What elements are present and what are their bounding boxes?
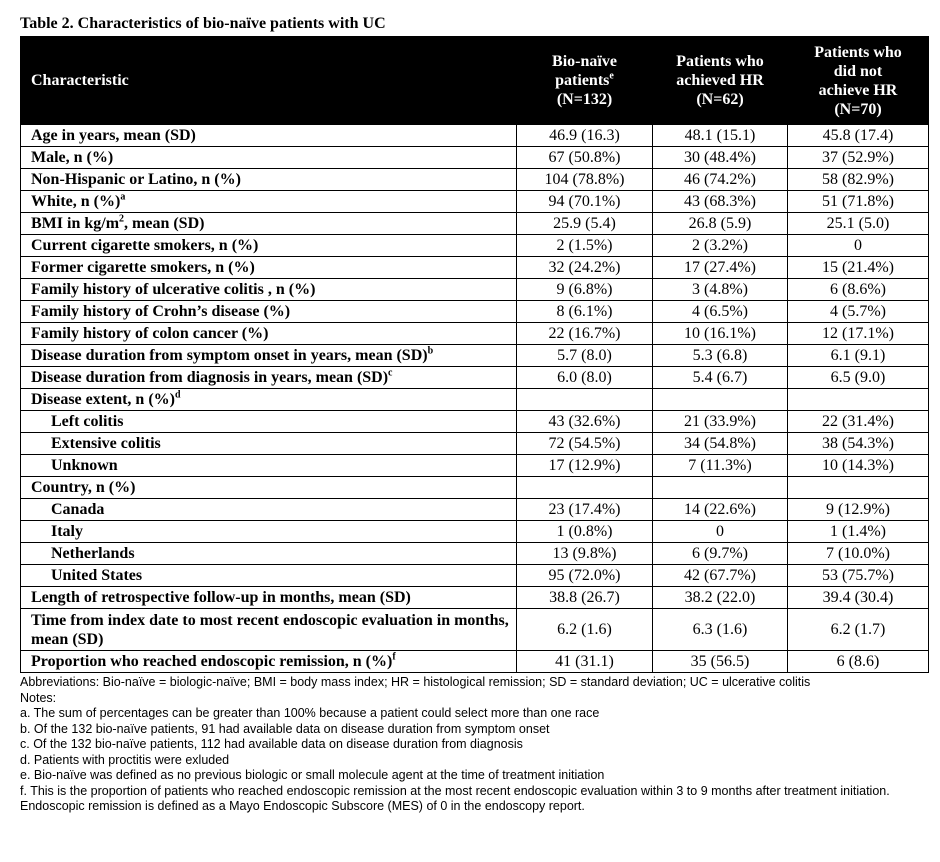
table-header-row — [21, 37, 929, 125]
cell-value: 12 (17.1%) — [788, 323, 929, 345]
cell-value: 25.1 (5.0) — [788, 213, 929, 235]
row-label: BMI in $kg/m^2$, mean (SD) — [21, 213, 517, 235]
notes-heading: Notes: — [20, 690, 57, 705]
table-row — [21, 587, 929, 609]
table-row — [21, 477, 929, 499]
table-notes — [20, 675, 890, 815]
cell-value: 10 (16.1%) — [653, 323, 788, 345]
cell-value: 43 (32.6%) — [517, 411, 653, 433]
table-row — [21, 389, 929, 411]
cell-value: 5.4 (6.7) — [653, 367, 788, 389]
cell-value: 6 (9.7%) — [653, 543, 788, 565]
table-row — [21, 411, 929, 433]
cell-value — [517, 389, 653, 411]
cell-value: 30 (48.4%) — [653, 147, 788, 169]
cell-value: 32 (24.2%) — [517, 257, 653, 279]
cell-value: 1 (0.8%) — [517, 521, 653, 543]
row-label: Former cigarette smokers, n (%) — [21, 257, 517, 279]
header-achieved-hr-line1: Patients who — [676, 53, 764, 70]
cell-value: 46.9 (16.3) — [517, 125, 653, 147]
cell-value: 7 (11.3%) — [653, 455, 788, 477]
cell-value: 35 (56.5) — [653, 651, 788, 673]
table-row — [21, 125, 929, 147]
cell-value — [788, 477, 929, 499]
table-title: Table 2. Characteristics of bio-naïve patients with UC — [20, 15, 386, 32]
header-characteristic: Characteristic — [21, 37, 517, 125]
row-label: Family history of Crohn’s disease (%) — [21, 301, 517, 323]
cell-value: 9 (6.8%) — [517, 279, 653, 301]
header-bio-naive — [517, 37, 653, 125]
table-row — [21, 191, 929, 213]
cell-value: 3 (4.8%) — [653, 279, 788, 301]
cell-value: 6 (8.6) — [788, 651, 929, 673]
note-item: a. The sum of percentages can be greater than 100% because a patient could select more than one race — [20, 706, 600, 720]
cell-value: 39.4 (30.4) — [788, 587, 929, 609]
table-row — [21, 257, 929, 279]
cell-value: 6.2 (1.7) — [788, 609, 929, 651]
cell-value: 94 (70.1%) — [517, 191, 653, 213]
cell-value: 41 (31.1) — [517, 651, 653, 673]
cell-value: 6 (8.6%) — [788, 279, 929, 301]
cell-value: 13 (9.8%) — [517, 543, 653, 565]
table-row — [21, 323, 929, 345]
table-row — [21, 345, 929, 367]
cell-value: 9 (12.9%) — [788, 499, 929, 521]
cell-value: 5.3 (6.8) — [653, 345, 788, 367]
cell-value: 2 (1.5%) — [517, 235, 653, 257]
cell-value: 38.8 (26.7) — [517, 587, 653, 609]
cell-value: 22 (31.4%) — [788, 411, 929, 433]
cell-value — [653, 389, 788, 411]
header-not-achieve-hr-line2: did not — [833, 62, 883, 80]
cell-value: 21 (33.9%) — [653, 411, 788, 433]
footnote-marker: f — [392, 651, 396, 663]
cell-value: 72 (54.5%) — [517, 433, 653, 455]
row-label: Left colitis — [21, 411, 517, 433]
table-row — [21, 169, 929, 191]
cell-value: 23 (17.4%) — [517, 499, 653, 521]
row-label: Canada — [21, 499, 517, 521]
cell-value: 67 (50.8%) — [517, 147, 653, 169]
characteristics-table — [20, 36, 929, 673]
cell-value: 4 (5.7%) — [788, 301, 929, 323]
cell-value: 51 (71.8%) — [788, 191, 929, 213]
cell-value: 38.2 (22.0) — [653, 587, 788, 609]
cell-value: 0 — [653, 521, 788, 543]
note-item: b. Of the 132 bio-naïve patients, 91 had available data on disease duration from symptom onset — [20, 721, 550, 736]
row-label: Length of retrospective follow-up in months, mean (SD) — [21, 587, 517, 609]
cell-value: 4 (6.5%) — [653, 301, 788, 323]
cell-value: 6.3 (1.6) — [653, 609, 788, 651]
table-row — [21, 367, 929, 389]
cell-value: 58 (82.9%) — [788, 169, 929, 191]
header-achieved-hr-line2: achieved HR — [676, 72, 764, 89]
header-bio-naive-line2: patients — [555, 72, 610, 89]
row-label: Country, n (%) — [21, 477, 517, 499]
cell-value: 14 (22.6%) — [653, 499, 788, 521]
note-item: d. Patients with proctitis were exluded — [20, 752, 230, 767]
cell-value: 22 (16.7%) — [517, 323, 653, 345]
note-item: c. Of the 132 bio-naïve patients, 112 had available data on disease duration from diagnosis — [20, 737, 523, 751]
row-label: Disease extent, n (%)$^d$ — [21, 389, 517, 411]
table-row — [21, 213, 929, 235]
row-label: Disease duration from diagnosis in years, mean (SD)$^c$ — [21, 367, 517, 389]
row-label: Family history of ulcerative colitis , n (%) — [21, 279, 517, 301]
row-label: Time from index date to most recent endoscopic evaluation in months, mean (SD) — [21, 609, 517, 651]
cell-value: 10 (14.3%) — [788, 455, 929, 477]
table-row — [21, 279, 929, 301]
row-label: Male, n (%) — [21, 147, 517, 169]
cell-value — [653, 477, 788, 499]
footnote-marker: d — [174, 389, 181, 401]
row-label: Extensive colitis — [21, 433, 517, 455]
cell-value: 38 (54.3%) — [788, 433, 929, 455]
header-not-achieve-hr-line4: (N=70) — [834, 100, 882, 118]
cell-value: 43 (68.3%) — [653, 191, 788, 213]
row-label: Unknown — [21, 455, 517, 477]
cell-value: 17 (12.9%) — [517, 455, 653, 477]
row-label: White, n (%)$^a$ — [21, 191, 517, 213]
row-label: Age in years, mean (SD) — [21, 125, 517, 147]
table-row — [21, 543, 929, 565]
cell-value — [517, 477, 653, 499]
header-not-achieve-hr — [788, 37, 929, 125]
table-row — [21, 609, 929, 651]
header-achieved-hr-line3: (N=62) — [696, 91, 744, 108]
note-item: e. Bio-naïve was defined as no previous biologic or small molecule agent at the time of treatment initiation — [20, 768, 605, 782]
cell-value: 6.5 (9.0) — [788, 367, 929, 389]
cell-value: 45.8 (17.4) — [788, 125, 929, 147]
header-not-achieve-hr-line3: achieve HR — [818, 81, 898, 99]
row-label: Netherlands — [21, 543, 517, 565]
cell-value: 37 (52.9%) — [788, 147, 929, 169]
header-bio-naive-line3: (N=132) — [556, 91, 613, 108]
cell-value: 0 — [788, 235, 929, 257]
cell-value: 53 (75.7%) — [788, 565, 929, 587]
footnote-marker: a — [120, 191, 126, 203]
header-bio-naive-line1: Bio-naïve — [552, 53, 617, 70]
cell-value: 6.2 (1.6) — [517, 609, 653, 651]
footnote-marker: c — [388, 367, 393, 379]
header-bio-naive-sup: e — [609, 70, 614, 82]
cell-value: 8 (6.1%) — [517, 301, 653, 323]
cell-value — [788, 389, 929, 411]
row-label: United States — [21, 565, 517, 587]
cell-value: 2 (3.2%) — [653, 235, 788, 257]
cell-value: 34 (54.8%) — [653, 433, 788, 455]
table-row — [21, 301, 929, 323]
cell-value: 5.7 (8.0) — [517, 345, 653, 367]
header-not-achieve-hr-line1: Patients who — [814, 43, 902, 61]
row-label: Current cigarette smokers, n (%) — [21, 235, 517, 257]
footnote-marker: b — [427, 345, 434, 357]
note-item: f. This is the proportion of patients who reached endoscopic remission at the most recent endoscopic evaluation within 3 to 9 months after treatment initiation. Endoscopic remission is defined as a Mayo Endoscopic Subscore (MES) of 0 in the endoscopy report. — [20, 783, 890, 813]
cell-value: 7 (10.0%) — [788, 543, 929, 565]
table-row — [21, 521, 929, 543]
table-row — [21, 499, 929, 521]
table-row — [21, 147, 929, 169]
abbreviations: Abbreviations: Bio-naïve = biologic-naïve; BMI = body mass index; HR = histological remission; SD = standard deviation; UC = ulcerative colitis — [20, 675, 811, 689]
cell-value: 15 (21.4%) — [788, 257, 929, 279]
table-row — [21, 433, 929, 455]
document — [20, 14, 928, 815]
row-label: Family history of colon cancer (%) — [21, 323, 517, 345]
cell-value: 26.8 (5.9) — [653, 213, 788, 235]
cell-value: 25.9 (5.4) — [517, 213, 653, 235]
cell-value: 6.0 (8.0) — [517, 367, 653, 389]
cell-value: 95 (72.0%) — [517, 565, 653, 587]
row-label: Disease duration from symptom onset in years, mean (SD)$^b$ — [21, 345, 517, 367]
cell-value: 104 (78.8%) — [517, 169, 653, 191]
row-label: Proportion who reached endoscopic remission, n (%)$^f$ — [21, 651, 517, 673]
table-row — [21, 651, 929, 673]
header-achieved-hr — [653, 37, 788, 125]
table-row — [21, 455, 929, 477]
table-row — [21, 235, 929, 257]
cell-value: 1 (1.4%) — [788, 521, 929, 543]
cell-value: 6.1 (9.1) — [788, 345, 929, 367]
cell-value: 17 (27.4%) — [653, 257, 788, 279]
cell-value: 46 (74.2%) — [653, 169, 788, 191]
row-label: Non-Hispanic or Latino, n (%) — [21, 169, 517, 191]
row-label: Italy — [21, 521, 517, 543]
table-row — [21, 565, 929, 587]
cell-value: 42 (67.7%) — [653, 565, 788, 587]
cell-value: 48.1 (15.1) — [653, 125, 788, 147]
